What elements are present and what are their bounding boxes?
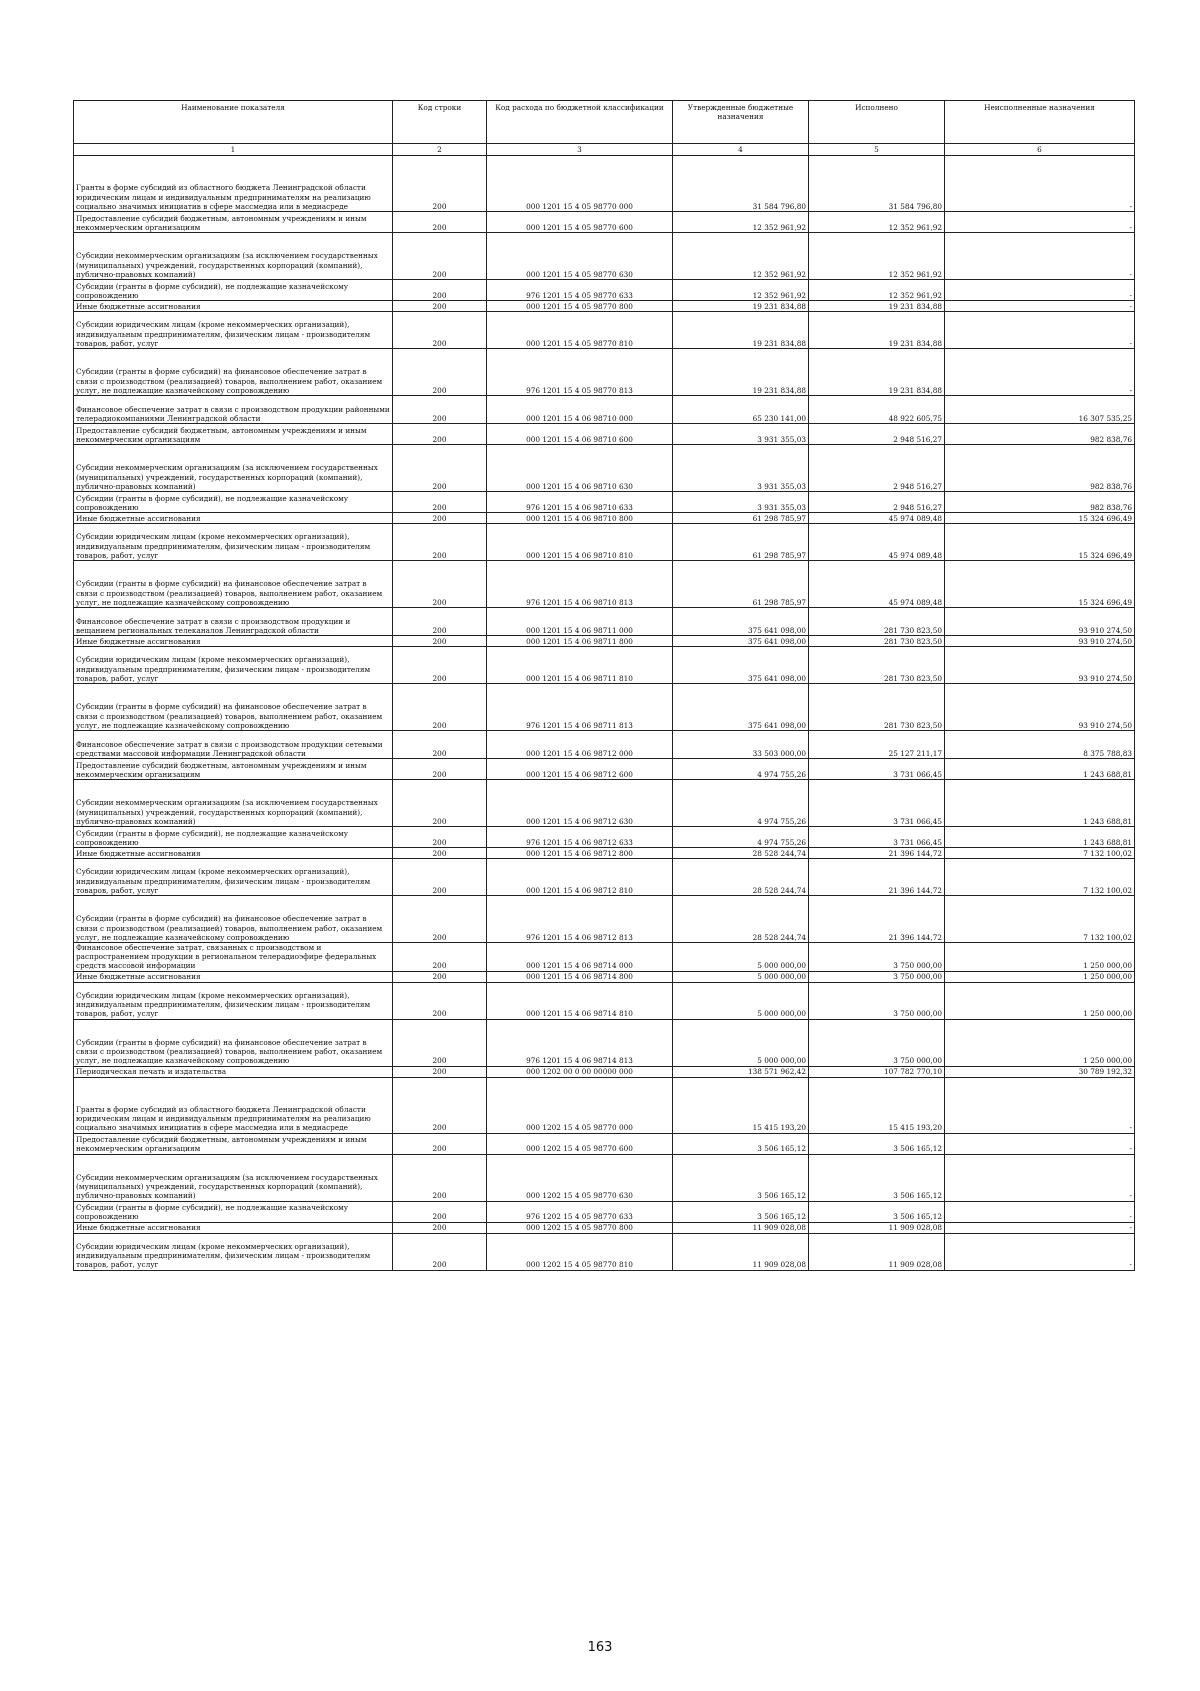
row-executed: 21 396 144,72 [809,859,945,896]
row-line-code: 200 [393,1066,487,1077]
row-line-code: 200 [393,1077,487,1133]
row-unexecuted: 1 250 000,00 [945,982,1135,1019]
row-unexecuted: 7 132 100,02 [945,896,1135,943]
row-budget-code: 000 1201 15 4 06 98714 800 [487,971,673,982]
row-approved: 3 506 165,12 [673,1133,809,1154]
row-unexecuted: 8 375 788,83 [945,731,1135,759]
row-executed: 19 231 834,88 [809,301,945,312]
row-approved: 375 641 098,00 [673,608,809,636]
row-name: Предоставление субсидий бюджетным, автономным учреждениям и иным некоммерческим организациям [74,424,393,445]
row-approved: 375 641 098,00 [673,647,809,684]
row-executed: 12 352 961,92 [809,212,945,233]
row-executed: 3 731 066,45 [809,827,945,848]
row-line-code: 200 [393,943,487,972]
row-unexecuted: 7 132 100,02 [945,848,1135,859]
table-row [74,1233,1135,1270]
row-line-code: 200 [393,647,487,684]
row-unexecuted: 93 910 274,50 [945,647,1135,684]
table-row [74,1077,1135,1133]
row-line-code: 200 [393,608,487,636]
row-unexecuted: - [945,1233,1135,1270]
row-approved: 138 571 962,42 [673,1066,809,1077]
row-name: Субсидии юридическим лицам (кроме некоммерческих организаций), индивидуальным предпринимателям, физическим лицам - производителям товаров, работ, услуг [74,1233,393,1270]
column-number: 4 [673,144,809,156]
row-line-code: 200 [393,233,487,280]
header-indicator-name: Наименование показателя [74,101,393,144]
row-name: Финансовое обеспечение затрат в связи с производством продукции сетевыми средствами массовой информации Ленинградской области [74,731,393,759]
table-row [74,848,1135,859]
row-budget-code: 000 1202 00 0 00 00000 000 [487,1066,673,1077]
row-budget-code: 976 1201 15 4 06 98714 813 [487,1019,673,1066]
row-budget-code: 000 1201 15 4 06 98710 810 [487,524,673,561]
row-executed: 45 974 089,48 [809,561,945,608]
row-line-code: 200 [393,1233,487,1270]
table-row [74,971,1135,982]
table-row [74,513,1135,524]
column-number: 3 [487,144,673,156]
row-unexecuted: 30 789 192,32 [945,1066,1135,1077]
row-executed: 3 731 066,45 [809,759,945,780]
row-budget-code: 000 1201 15 4 06 98710 600 [487,424,673,445]
row-name: Гранты в форме субсидий из областного бюджета Ленинградской области юридическим лицам и индивидуальным предпринимателям на реализацию социально значимых инициатив в сфере массмедиа или в медиасреде [74,156,393,212]
row-line-code: 200 [393,1154,487,1201]
row-line-code: 200 [393,156,487,212]
row-executed: 12 352 961,92 [809,280,945,301]
row-executed: 281 730 823,50 [809,647,945,684]
table-row [74,349,1135,396]
row-executed: 3 506 165,12 [809,1201,945,1222]
row-name: Иные бюджетные ассигнования [74,848,393,859]
row-approved: 19 231 834,88 [673,301,809,312]
row-unexecuted: 982 838,76 [945,424,1135,445]
row-approved: 3 506 165,12 [673,1154,809,1201]
row-budget-code: 000 1201 15 4 05 98770 810 [487,312,673,349]
row-name: Субсидии некоммерческим организациям (за исключением государственных (муниципальных) учреждений, государственных корпораций (компаний), публично-правовых компаний) [74,1154,393,1201]
row-line-code: 200 [393,280,487,301]
row-name: Субсидии (гранты в форме субсидий), не подлежащие казначейскому сопровождению [74,827,393,848]
row-approved: 12 352 961,92 [673,280,809,301]
row-line-code: 200 [393,349,487,396]
row-unexecuted: - [945,312,1135,349]
row-approved: 3 506 165,12 [673,1201,809,1222]
row-unexecuted: 1 243 688,81 [945,827,1135,848]
row-executed: 281 730 823,50 [809,608,945,636]
row-unexecuted: 15 324 696,49 [945,561,1135,608]
column-number: 1 [74,144,393,156]
table-row [74,1201,1135,1222]
row-executed: 19 231 834,88 [809,312,945,349]
row-executed: 3 731 066,45 [809,780,945,827]
row-line-code: 200 [393,312,487,349]
column-number: 5 [809,144,945,156]
row-executed: 2 948 516,27 [809,424,945,445]
row-name: Субсидии юридическим лицам (кроме некоммерческих организаций), индивидуальным предпринимателям, физическим лицам - производителям товаров, работ, услуг [74,312,393,349]
row-line-code: 200 [393,445,487,492]
row-line-code: 200 [393,896,487,943]
table-row [74,301,1135,312]
header-executed: Исполнено [809,101,945,144]
row-executed: 19 231 834,88 [809,349,945,396]
row-unexecuted: - [945,349,1135,396]
row-budget-code: 976 1201 15 4 06 98712 633 [487,827,673,848]
row-line-code: 200 [393,513,487,524]
row-executed: 21 396 144,72 [809,896,945,943]
row-name: Субсидии юридическим лицам (кроме некоммерческих организаций), индивидуальным предпринимателям, физическим лицам - производителям товаров, работ, услуг [74,859,393,896]
row-budget-code: 000 1201 15 4 05 98770 600 [487,212,673,233]
row-unexecuted: 1 250 000,00 [945,1019,1135,1066]
row-executed: 281 730 823,50 [809,684,945,731]
row-executed: 15 415 193,20 [809,1077,945,1133]
row-unexecuted: 1 243 688,81 [945,759,1135,780]
row-budget-code: 976 1201 15 4 06 98712 813 [487,896,673,943]
row-unexecuted: 15 324 696,49 [945,513,1135,524]
table-row [74,524,1135,561]
row-approved: 4 974 755,26 [673,759,809,780]
row-approved: 11 909 028,08 [673,1222,809,1233]
row-executed: 3 750 000,00 [809,971,945,982]
table-row [74,233,1135,280]
row-budget-code: 000 1201 15 4 05 98770 800 [487,301,673,312]
row-name: Финансовое обеспечение затрат, связанных с производством и распространением продукции в региональном телерадиоэфире федеральных средств массовой информации [74,943,393,972]
row-approved: 33 503 000,00 [673,731,809,759]
row-unexecuted: - [945,212,1135,233]
row-line-code: 200 [393,780,487,827]
row-name: Субсидии (гранты в форме субсидий) на финансовое обеспечение затрат в связи с производством (реализацией) товаров, выполнением работ, оказанием услуг, не подлежащие казначейскому сопровождению [74,896,393,943]
row-name: Субсидии (гранты в форме субсидий) на финансовое обеспечение затрат в связи с производством (реализацией) товаров, выполнением работ, оказанием услуг, не подлежащие казначейскому сопровождению [74,561,393,608]
row-approved: 3 931 355,03 [673,445,809,492]
table-row [74,396,1135,424]
row-budget-code: 000 1201 15 4 05 98770 000 [487,156,673,212]
row-approved: 5 000 000,00 [673,971,809,982]
row-unexecuted: - [945,1077,1135,1133]
row-budget-code: 000 1201 15 4 06 98712 800 [487,848,673,859]
table-row [74,1066,1135,1077]
budget-execution-table [73,100,1135,1271]
row-approved: 375 641 098,00 [673,636,809,647]
row-approved: 375 641 098,00 [673,684,809,731]
row-approved: 5 000 000,00 [673,982,809,1019]
row-name: Гранты в форме субсидий из областного бюджета Ленинградской области юридическим лицам и индивидуальным предпринимателям на реализацию социально значимых инициатив в сфере массмедиа или в медиасреде [74,1077,393,1133]
row-budget-code: 000 1201 15 4 06 98714 000 [487,943,673,972]
row-approved: 19 231 834,88 [673,349,809,396]
row-executed: 3 750 000,00 [809,1019,945,1066]
table-row [74,982,1135,1019]
row-executed: 48 922 605,75 [809,396,945,424]
row-unexecuted: 1 250 000,00 [945,971,1135,982]
row-unexecuted: - [945,156,1135,212]
table-row [74,636,1135,647]
row-approved: 61 298 785,97 [673,524,809,561]
row-executed: 11 909 028,08 [809,1222,945,1233]
row-line-code: 200 [393,1201,487,1222]
row-unexecuted: 7 132 100,02 [945,859,1135,896]
table-row [74,312,1135,349]
row-executed: 31 584 796,80 [809,156,945,212]
row-executed: 2 948 516,27 [809,445,945,492]
row-budget-code: 000 1202 15 4 05 98770 800 [487,1222,673,1233]
row-line-code: 200 [393,971,487,982]
row-name: Предоставление субсидий бюджетным, автономным учреждениям и иным некоммерческим организациям [74,759,393,780]
header-unexecuted: Неисполненные назначения [945,101,1135,144]
row-name: Финансовое обеспечение затрат в связи с производством продукции и вещанием региональных телеканалов Ленинградской области [74,608,393,636]
row-approved: 28 528 244,74 [673,848,809,859]
row-budget-code: 976 1201 15 4 06 98710 633 [487,492,673,513]
row-approved: 3 931 355,03 [673,492,809,513]
row-executed: 11 909 028,08 [809,1233,945,1270]
row-name: Субсидии некоммерческим организациям (за исключением государственных (муниципальных) учреждений, государственных корпораций (компаний), публично-правовых компаний) [74,233,393,280]
row-line-code: 200 [393,212,487,233]
table-row [74,608,1135,636]
table-row [74,445,1135,492]
column-number-row [74,144,1135,156]
row-approved: 15 415 193,20 [673,1077,809,1133]
row-executed: 45 974 089,48 [809,524,945,561]
row-approved: 28 528 244,74 [673,859,809,896]
row-budget-code: 000 1202 15 4 05 98770 630 [487,1154,673,1201]
row-budget-code: 976 1201 15 4 05 98770 813 [487,349,673,396]
row-name: Периодическая печать и издательства [74,1066,393,1077]
column-number: 2 [393,144,487,156]
row-approved: 28 528 244,74 [673,896,809,943]
row-line-code: 200 [393,492,487,513]
row-name: Предоставление субсидий бюджетным, автономным учреждениям и иным некоммерческим организациям [74,1133,393,1154]
row-approved: 4 974 755,26 [673,780,809,827]
table-row [74,561,1135,608]
row-budget-code: 976 1201 15 4 05 98770 633 [487,280,673,301]
row-line-code: 200 [393,859,487,896]
row-executed: 45 974 089,48 [809,513,945,524]
table-row [74,759,1135,780]
row-budget-code: 000 1201 15 4 06 98712 600 [487,759,673,780]
row-name: Субсидии (гранты в форме субсидий) на финансовое обеспечение затрат в связи с производством (реализацией) товаров, выполнением работ, оказанием услуг, не подлежащие казначейскому сопровождению [74,1019,393,1066]
row-line-code: 200 [393,524,487,561]
row-executed: 3 506 165,12 [809,1154,945,1201]
row-line-code: 200 [393,396,487,424]
row-approved: 19 231 834,88 [673,312,809,349]
row-approved: 31 584 796,80 [673,156,809,212]
row-approved: 65 230 141,00 [673,396,809,424]
table-row [74,859,1135,896]
row-name: Финансовое обеспечение затрат в связи с производством продукции районными телерадиокомпаниями Ленинградской области [74,396,393,424]
row-approved: 12 352 961,92 [673,212,809,233]
row-line-code: 200 [393,731,487,759]
row-executed: 21 396 144,72 [809,848,945,859]
row-unexecuted: 982 838,76 [945,492,1135,513]
header-line-code: Код строки [393,101,487,144]
header-approved: Утвержденные бюджетные назначения [673,101,809,144]
row-unexecuted: 15 324 696,49 [945,524,1135,561]
row-budget-code: 000 1202 15 4 05 98770 810 [487,1233,673,1270]
row-budget-code: 000 1201 15 4 06 98714 810 [487,982,673,1019]
row-name: Субсидии (гранты в форме субсидий) на финансовое обеспечение затрат в связи с производством (реализацией) товаров, выполнением работ, оказанием услуг, не подлежащие казначейскому сопровождению [74,349,393,396]
table-row [74,1222,1135,1233]
table-row [74,827,1135,848]
row-line-code: 200 [393,759,487,780]
row-name: Субсидии (гранты в форме субсидий), не подлежащие казначейскому сопровождению [74,1201,393,1222]
row-line-code: 200 [393,1133,487,1154]
table-row [74,280,1135,301]
row-executed: 2 948 516,27 [809,492,945,513]
table-row [74,943,1135,972]
row-line-code: 200 [393,1222,487,1233]
row-budget-code: 000 1201 15 4 06 98711 810 [487,647,673,684]
row-name: Субсидии юридическим лицам (кроме некоммерческих организаций), индивидуальным предпринимателям, физическим лицам - производителям товаров, работ, услуг [74,982,393,1019]
row-unexecuted: 93 910 274,50 [945,636,1135,647]
table-row [74,424,1135,445]
row-name: Субсидии (гранты в форме субсидий), не подлежащие казначейскому сопровождению [74,280,393,301]
row-line-code: 200 [393,424,487,445]
row-line-code: 200 [393,848,487,859]
row-unexecuted: 93 910 274,50 [945,608,1135,636]
row-budget-code: 976 1201 15 4 06 98711 813 [487,684,673,731]
table-row [74,156,1135,212]
row-budget-code: 976 1201 15 4 06 98710 813 [487,561,673,608]
header-row [74,101,1135,144]
row-unexecuted: - [945,301,1135,312]
row-budget-code: 000 1201 15 4 06 98712 000 [487,731,673,759]
row-name: Иные бюджетные ассигнования [74,971,393,982]
row-name: Иные бюджетные ассигнования [74,301,393,312]
row-name: Субсидии некоммерческим организациям (за исключением государственных (муниципальных) учреждений, государственных корпораций (компаний), публично-правовых компаний) [74,780,393,827]
row-name: Предоставление субсидий бюджетным, автономным учреждениям и иным некоммерческим организациям [74,212,393,233]
row-budget-code: 000 1201 15 4 06 98710 000 [487,396,673,424]
row-budget-code: 000 1201 15 4 05 98770 630 [487,233,673,280]
row-unexecuted: - [945,233,1135,280]
row-line-code: 200 [393,561,487,608]
table-row [74,731,1135,759]
table-row [74,780,1135,827]
row-name: Субсидии юридическим лицам (кроме некоммерческих организаций), индивидуальным предпринимателям, физическим лицам - производителям товаров, работ, услуг [74,647,393,684]
table-row [74,1019,1135,1066]
row-budget-code: 000 1201 15 4 06 98710 630 [487,445,673,492]
row-unexecuted: 982 838,76 [945,445,1135,492]
row-name: Субсидии юридическим лицам (кроме некоммерческих организаций), индивидуальным предпринимателям, физическим лицам - производителям товаров, работ, услуг [74,524,393,561]
row-budget-code: 000 1201 15 4 06 98711 800 [487,636,673,647]
row-name: Иные бюджетные ассигнования [74,1222,393,1233]
row-name: Иные бюджетные ассигнования [74,636,393,647]
table-row [74,896,1135,943]
row-unexecuted: - [945,1133,1135,1154]
row-unexecuted: 16 307 535,25 [945,396,1135,424]
row-budget-code: 000 1201 15 4 06 98712 630 [487,780,673,827]
row-budget-code: 000 1201 15 4 06 98711 000 [487,608,673,636]
row-budget-code: 000 1202 15 4 05 98770 600 [487,1133,673,1154]
row-budget-code: 000 1202 15 4 05 98770 000 [487,1077,673,1133]
row-executed: 25 127 211,17 [809,731,945,759]
table-row [74,212,1135,233]
row-line-code: 200 [393,636,487,647]
row-line-code: 200 [393,684,487,731]
row-unexecuted: - [945,1201,1135,1222]
row-name: Иные бюджетные ассигнования [74,513,393,524]
row-executed: 3 506 165,12 [809,1133,945,1154]
row-executed: 281 730 823,50 [809,636,945,647]
row-approved: 5 000 000,00 [673,1019,809,1066]
table-row [74,1133,1135,1154]
table-row [74,1154,1135,1201]
row-unexecuted: 93 910 274,50 [945,684,1135,731]
row-line-code: 200 [393,301,487,312]
row-executed: 3 750 000,00 [809,982,945,1019]
row-executed: 12 352 961,92 [809,233,945,280]
row-approved: 12 352 961,92 [673,233,809,280]
row-unexecuted: - [945,1222,1135,1233]
row-budget-code: 976 1202 15 4 05 98770 633 [487,1201,673,1222]
row-unexecuted: 1 250 000,00 [945,943,1135,972]
row-unexecuted: - [945,280,1135,301]
page-number: 163 [587,1640,613,1655]
column-number: 6 [945,144,1135,156]
row-approved: 61 298 785,97 [673,513,809,524]
row-line-code: 200 [393,982,487,1019]
row-approved: 11 909 028,08 [673,1233,809,1270]
row-name: Субсидии (гранты в форме субсидий), не подлежащие казначейскому сопровождению [74,492,393,513]
row-unexecuted: - [945,1154,1135,1201]
row-budget-code: 000 1201 15 4 06 98710 800 [487,513,673,524]
header-budget-classification-code: Код расхода по бюджетной классификации [487,101,673,144]
row-executed: 3 750 000,00 [809,943,945,972]
table-row [74,492,1135,513]
row-line-code: 200 [393,827,487,848]
row-approved: 3 931 355,03 [673,424,809,445]
row-line-code: 200 [393,1019,487,1066]
row-name: Субсидии (гранты в форме субсидий) на финансовое обеспечение затрат в связи с производством (реализацией) товаров, выполнением работ, оказанием услуг, не подлежащие казначейскому сопровождению [74,684,393,731]
row-executed: 107 782 770,10 [809,1066,945,1077]
row-approved: 4 974 755,26 [673,827,809,848]
row-approved: 5 000 000,00 [673,943,809,972]
table-row [74,647,1135,684]
row-approved: 61 298 785,97 [673,561,809,608]
row-unexecuted: 1 243 688,81 [945,780,1135,827]
row-name: Субсидии некоммерческим организациям (за исключением государственных (муниципальных) учреждений, государственных корпораций (компаний), публично-правовых компаний) [74,445,393,492]
row-budget-code: 000 1201 15 4 06 98712 810 [487,859,673,896]
table-row [74,684,1135,731]
